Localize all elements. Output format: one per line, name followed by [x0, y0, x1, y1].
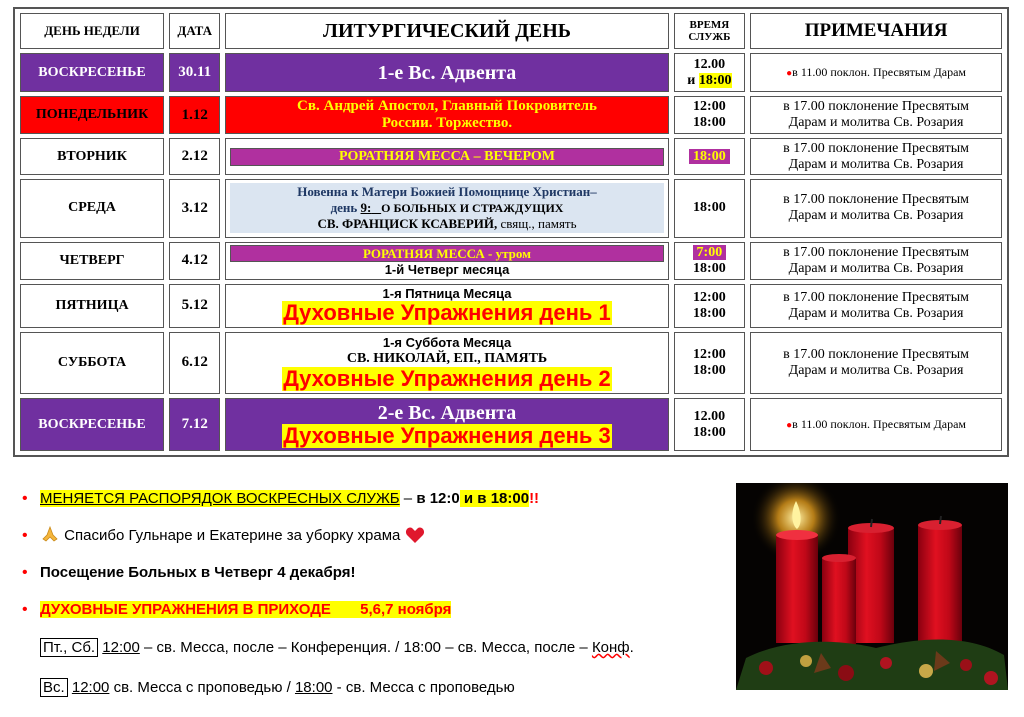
announcement-item	[20, 482, 720, 519]
time-prefix: и	[687, 72, 696, 88]
day-cell: СУББОТА	[20, 332, 164, 395]
day-cell: ЧЕТВЕРГ	[20, 242, 164, 280]
novena-day-word: день	[330, 200, 358, 216]
table-row	[20, 138, 1002, 174]
period: .	[629, 639, 634, 656]
liturgical-title: 2-е Вс. Адвента	[377, 401, 517, 424]
table-row	[20, 284, 1002, 328]
novena-intention: О БОЛЬНЫХ И СТРАЖДУЩИХ	[381, 201, 564, 216]
liturgical-cell	[225, 53, 668, 91]
bullet-icon: •	[22, 601, 28, 618]
novena-line-2	[232, 200, 661, 216]
time-12: в 12:0	[416, 490, 460, 507]
table-row	[20, 332, 1002, 395]
novena-line-3	[232, 216, 661, 232]
note-line-1: в 17.00 поклонение Пресвятым	[783, 244, 970, 260]
first-thursday: 1-й Четверг месяца	[384, 261, 510, 277]
note-line-2: Дарам и молитва Св. Розария	[788, 260, 964, 276]
schedule-text: св. Месса с проповедью /	[109, 679, 295, 696]
date-cell: 1.12	[169, 96, 220, 134]
red-dot-icon: ●	[786, 419, 793, 431]
note-line-1: в 17.00 поклонение Пресвятым	[783, 99, 970, 115]
red-dot-icon: ●	[786, 67, 793, 79]
time-2: 18:00	[693, 260, 726, 276]
novena-line-1: Новенна к Матери Божией Помощнице Христиан–	[297, 184, 597, 200]
novena-day-num: 9:	[360, 200, 372, 216]
announcement-item	[20, 519, 720, 556]
saint-nicholas: СВ. НИКОЛАЙ, ЕП., ПАМЯТЬ	[346, 350, 548, 366]
table-row	[20, 398, 1002, 451]
time-2: 18:00	[693, 424, 726, 440]
times-cell	[674, 179, 746, 238]
day-cell: ПОНЕДЕЛЬНИК	[20, 96, 164, 134]
liturgical-cell	[225, 284, 668, 328]
header-liturgical: ЛИТУРГИЧЕСКИЙ ДЕНЬ	[225, 13, 668, 49]
time-1: 7:00	[693, 245, 727, 260]
note-text: в 11.00 поклон. Пресвятым Дарам	[792, 416, 967, 431]
spiritual-exercises-day: Духовные Упражнения день 2	[283, 365, 611, 391]
sunday-label: Вс.	[40, 678, 68, 697]
liturgical-cell	[225, 332, 668, 395]
times-cell	[674, 96, 746, 134]
note-line-2: Дарам и молитва Св. Розария	[788, 208, 964, 224]
time-1: 12.00	[693, 56, 726, 72]
liturgical-title-l1: Св. Андрей Апостол, Главный Покровитель	[297, 98, 597, 115]
day-cell: ВТОРНИК	[20, 138, 164, 174]
date-cell: 5.12	[169, 284, 220, 328]
liturgical-cell	[225, 138, 668, 174]
times-cell	[674, 284, 746, 328]
times-cell	[674, 332, 746, 395]
exercises-schedule-line	[20, 630, 720, 670]
dash: –	[399, 490, 417, 507]
table-row	[20, 242, 1002, 280]
liturgical-cell	[225, 96, 668, 134]
saint-name: СВ. ФРАНЦИСК КСАВЕРИЙ,	[317, 216, 498, 232]
time-2: 18:00	[693, 115, 726, 131]
times-cell	[674, 138, 746, 174]
date-cell: 7.12	[169, 398, 220, 451]
first-friday: 1-я Пятница Месяца	[382, 286, 512, 302]
notes-cell	[750, 242, 1002, 280]
schedule-text: – св. Месса, после – Конференция. / 18:00 – св. Месса, после –	[139, 639, 592, 656]
time-1: 18:00	[693, 200, 726, 216]
note-line-1: в 17.00 поклонение Пресвятым	[783, 140, 970, 156]
time-1: 18:00	[689, 149, 730, 164]
note-line-1: в 17.00 поклонение Пресвятым	[783, 346, 970, 362]
heart-icon	[405, 526, 425, 544]
schedule-change-text: МЕНЯЕТСЯ РАСПОРЯДОК ВОСКРЕСНЫХ СЛУЖБ	[40, 490, 400, 507]
note-line-2: Дарам и молитва Св. Розария	[788, 362, 964, 378]
notes-cell	[750, 53, 1002, 91]
day-cell: ВОСКРЕСЕНЬЕ	[20, 398, 164, 451]
bullet-icon: •	[22, 490, 28, 507]
notes-cell	[750, 398, 1002, 451]
table-row	[20, 53, 1002, 91]
time-1: 12:00	[693, 99, 726, 115]
day-cell: ПЯТНИЦА	[20, 284, 164, 328]
day-cell: ВОСКРЕСЕНЬЕ	[20, 53, 164, 91]
header-time	[674, 13, 746, 49]
spiritual-exercises-day: Духовные Упражнения день 1	[283, 300, 611, 326]
time-18: и в 18:00	[459, 490, 530, 507]
first-saturday: 1-я Суббота Месяца	[382, 334, 512, 350]
time-2: 18:00	[698, 72, 732, 88]
spiritual-exercises-day: Духовные Упражнения день 3	[283, 422, 611, 448]
thanks-text: Спасибо Гульнаре и Екатерине за уборку храма	[64, 527, 401, 544]
announcement-item	[20, 556, 720, 593]
day-cell: СРЕДА	[20, 179, 164, 238]
announcement-item	[20, 593, 720, 630]
header-notes: ПРИМЕЧАНИЯ	[750, 13, 1002, 49]
note-line-1: в 17.00 поклонение Пресвятым	[783, 289, 970, 305]
note-line-2: Дарам и молитва Св. Розария	[788, 156, 964, 172]
time-12: 12:00	[71, 679, 110, 696]
header-date: ДАТА	[169, 13, 220, 49]
date-cell: 6.12	[169, 332, 220, 395]
exercises-announcement: ДУХОВНЫЕ УПРАЖНЕНИЯ В ПРИХОДЕ 5,6,7 ноября	[40, 601, 452, 618]
saint-rank: свящ., память	[500, 216, 577, 232]
header-day: ДЕНЬ НЕДЕЛИ	[20, 13, 164, 49]
header-time-l2: СЛУЖБ	[688, 31, 731, 44]
time-1: 12.00	[693, 408, 726, 424]
table-header-row	[20, 13, 1002, 49]
time-2: 18:00	[693, 362, 726, 378]
date-cell: 3.12	[169, 179, 220, 238]
note-line-2: Дарам и молитва Св. Розария	[788, 115, 964, 131]
conf-abbr: Конф	[591, 639, 630, 656]
notes-cell	[750, 138, 1002, 174]
bullet-icon: •	[22, 527, 28, 544]
date-cell: 4.12	[169, 242, 220, 280]
liturgical-cell	[225, 398, 668, 451]
time-18: 18:00	[294, 679, 333, 696]
note-text: в 11.00 поклон. Пресвятым Дарам	[792, 64, 967, 79]
liturgical-title-l2: России. Торжество.	[381, 115, 513, 132]
announcements-list	[20, 482, 720, 710]
note-line-2: Дарам и молитва Св. Розария	[788, 305, 964, 321]
table-row	[20, 96, 1002, 134]
notes-cell	[750, 96, 1002, 134]
rorate-title: РОРАТНЯЯ МЕССА – ВЕЧЕРОМ	[230, 148, 663, 166]
rorate-title: РОРАТНЯЯ МЕССА - утром	[230, 245, 663, 262]
sick-visit-text: Посещение Больных в Четверг 4 декабря!	[40, 564, 356, 581]
novena-box	[230, 183, 663, 233]
note-line-1: в 17.00 поклонение Пресвятым	[783, 192, 970, 208]
times-cell	[674, 242, 746, 280]
times-cell	[674, 398, 746, 451]
exclamation: !!	[529, 490, 540, 507]
sunday-schedule-line	[20, 670, 720, 710]
times-cell	[674, 53, 746, 91]
table-row	[20, 179, 1002, 238]
liturgical-cell	[225, 242, 668, 280]
time-1: 12:00	[693, 289, 726, 305]
days-label: Пт., Сб.	[40, 638, 98, 657]
liturgical-title: 1-е Вс. Адвента	[377, 61, 517, 84]
liturgical-cell	[225, 179, 668, 238]
date-cell: 2.12	[169, 138, 220, 174]
schedule-text-end: - св. Месса с проповедью	[332, 679, 515, 696]
notes-cell	[750, 179, 1002, 238]
time-1: 12:00	[693, 346, 726, 362]
date-cell: 30.11	[169, 53, 220, 91]
notes-cell	[750, 332, 1002, 395]
time-2: 18:00	[693, 305, 726, 321]
time-12: 12:00	[102, 639, 140, 656]
praying-hands-icon	[40, 525, 60, 543]
header-time-l1: ВРЕМЯ	[689, 19, 730, 32]
schedule-table	[13, 7, 1009, 457]
notes-cell	[750, 284, 1002, 328]
advent-candles-image	[736, 483, 1008, 690]
bullet-icon: •	[22, 564, 28, 581]
